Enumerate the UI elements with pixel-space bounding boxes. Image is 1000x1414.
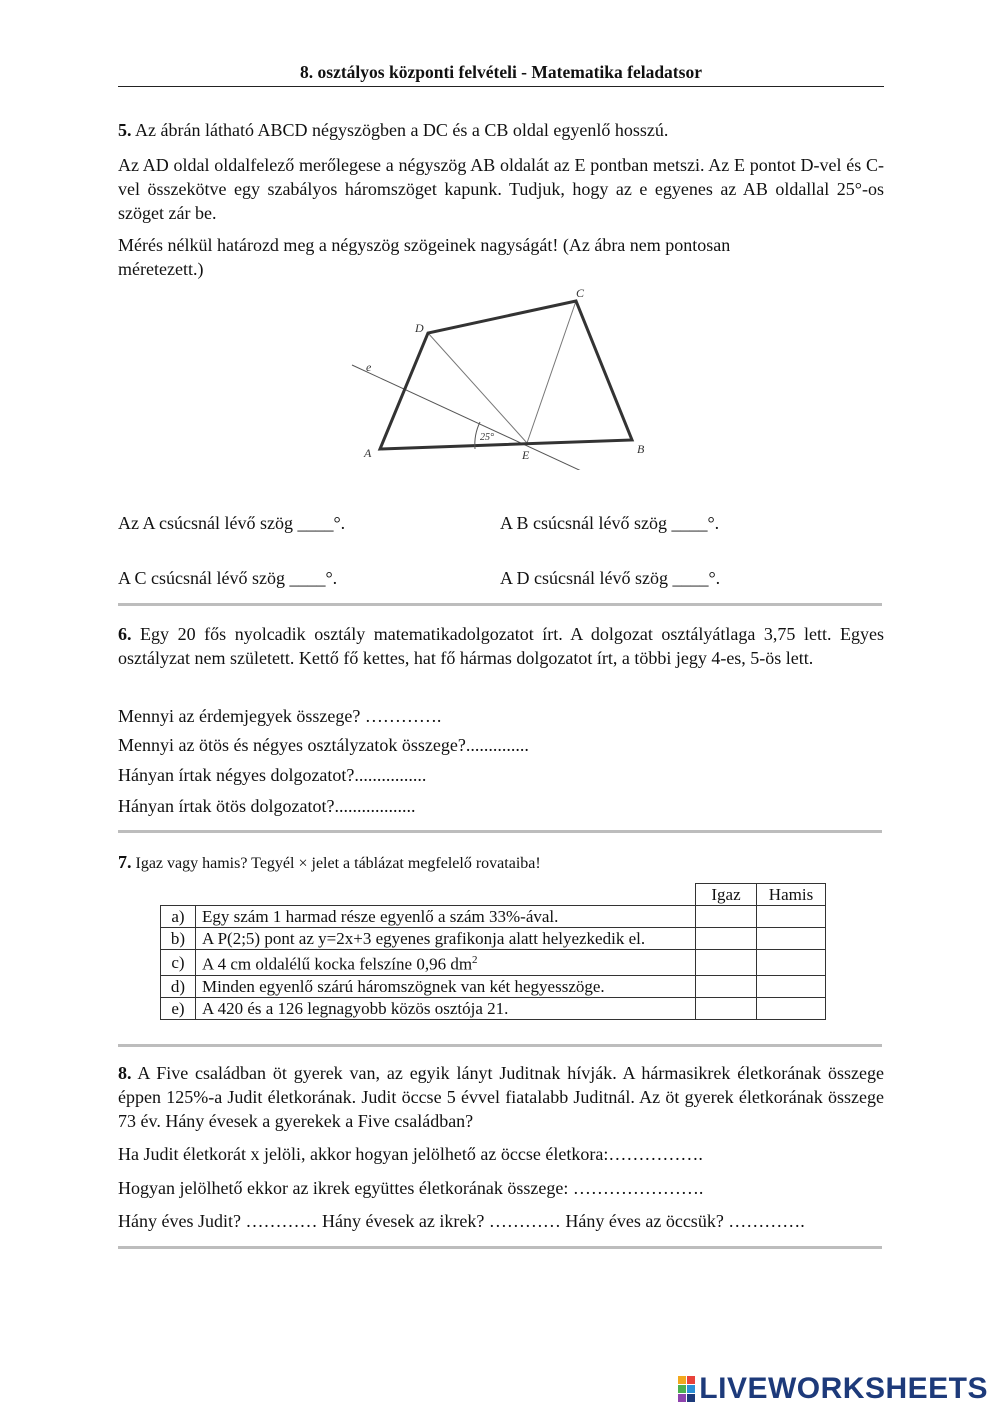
table-header-row bbox=[161, 884, 826, 906]
divider-4 bbox=[118, 1246, 882, 1249]
table-row bbox=[161, 975, 826, 997]
false-checkbox-cell[interactable] bbox=[757, 928, 826, 950]
column-header-true: Igaz bbox=[696, 884, 757, 906]
table-row bbox=[161, 928, 826, 950]
row-label: e) bbox=[161, 997, 196, 1019]
row-statement: Minden egyenlő szárú háromszögnek van két hegyesszöge. bbox=[196, 975, 696, 997]
row-label: d) bbox=[161, 975, 196, 997]
task5-question-B[interactable]: A B csúcsnál lévő szög ____°. bbox=[500, 513, 720, 533]
page-title: 8. osztályos központi felvételi - Matematika feladatsor bbox=[300, 62, 702, 82]
segment-EC bbox=[527, 301, 576, 443]
task6-number: 6. bbox=[118, 624, 132, 644]
task8-intro bbox=[118, 1061, 884, 1133]
label-B: B bbox=[637, 442, 645, 456]
task6-question-2[interactable]: Mennyi az ötös és négyes osztályzatok összege?.............. bbox=[118, 735, 529, 755]
true-checkbox-cell[interactable] bbox=[696, 997, 757, 1019]
table-row bbox=[161, 906, 826, 928]
segment-ED bbox=[428, 333, 527, 443]
task6-question-4[interactable]: Hányan írtak ötös dolgozatot?.................. bbox=[118, 796, 416, 816]
task6-question-3[interactable]: Hányan írtak négyes dolgozatot?................ bbox=[118, 765, 427, 785]
label-angle: 25° bbox=[480, 432, 494, 443]
task5-intro bbox=[118, 118, 884, 142]
superscript: 2 bbox=[472, 954, 478, 966]
table-header-blank bbox=[161, 884, 696, 906]
row-label: a) bbox=[161, 906, 196, 928]
task5-para2: Az AD oldal oldalfelező merőlegese a négyszög AB oldalát az E pontban metszi. Az E pontot D-vel és C-vel összekötve egy szabályos háromszöget kapunk. Tudjuk, hogy az e egyenes az AB oldallal 25°-os szöget zár be. bbox=[118, 155, 884, 223]
row-statement: Egy szám 1 harmad része egyenlő a szám 33%-ával. bbox=[196, 906, 696, 928]
liveworksheets-logo bbox=[678, 1372, 988, 1406]
false-checkbox-cell[interactable] bbox=[757, 975, 826, 997]
task6-intro bbox=[118, 622, 884, 670]
label-A: A bbox=[364, 446, 372, 460]
row-statement bbox=[196, 950, 696, 976]
task7-intro bbox=[118, 850, 884, 876]
false-checkbox-cell[interactable] bbox=[757, 906, 826, 928]
task5-question-C[interactable]: A C csúcsnál lévő szög ____°. bbox=[118, 568, 338, 588]
true-checkbox-cell[interactable] bbox=[696, 928, 757, 950]
task7-number: 7. bbox=[118, 852, 132, 872]
divider-1 bbox=[118, 603, 882, 606]
column-header-false: Hamis bbox=[757, 884, 826, 906]
row-statement-text: A 4 cm oldalélű kocka felszíne 0,96 dm bbox=[202, 954, 473, 974]
task5-question-D[interactable]: A D csúcsnál lévő szög ____°. bbox=[500, 568, 721, 588]
divider-2 bbox=[118, 830, 882, 833]
logo-icon bbox=[678, 1376, 695, 1402]
task8-number: 8. bbox=[118, 1063, 132, 1083]
page-header bbox=[118, 62, 884, 87]
row-label: c) bbox=[161, 950, 196, 976]
label-E: E bbox=[522, 448, 530, 462]
task6-question-1[interactable]: Mennyi az érdemjegyek összege? …………. bbox=[118, 706, 442, 726]
task7-intro-text: Igaz vagy hamis? Tegyél × jelet a táblázat megfelelő rovataiba! bbox=[131, 855, 541, 872]
true-checkbox-cell[interactable] bbox=[696, 950, 757, 976]
label-C: C bbox=[576, 286, 585, 300]
task5-para3: Mérés nélkül határozd meg a négyszög szögeinek nagyságát! (Az ábra nem pontosan méretezett.) bbox=[118, 235, 731, 279]
task5-question-A[interactable]: Az A csúcsnál lévő szög ____°. bbox=[118, 513, 346, 533]
task8-question-1[interactable]: Ha Judit életkorát x jelöli, akkor hogyan jelölhető az öccse életkora:……………. bbox=[118, 1144, 703, 1164]
label-e: e bbox=[366, 360, 372, 374]
brand-text: LIVEWORKSHEETS bbox=[699, 1372, 988, 1405]
row-label: b) bbox=[161, 928, 196, 950]
task5-number: 5. bbox=[118, 120, 132, 140]
true-checkbox-cell[interactable] bbox=[696, 975, 757, 997]
task8-intro-text: A Five családban öt gyerek van, az egyik lányt Juditnak hívják. A hármasikrek életkorának összege éppen 125%-a Judit életkorának. Judit öccse 5 évvel fiatalabb Juditnál. Az öt gyerek életkorának összege 73 év. Hány évesek a gyerekek a Five családban? bbox=[118, 1063, 884, 1131]
task5-intro-text: Az ábrán látható ABCD négyszögben a DC és a CB oldal egyenlő hosszú. bbox=[131, 120, 669, 140]
divider-3 bbox=[118, 1044, 882, 1047]
task6-intro-text: Egy 20 fős nyolcadik osztály matematikadolgozatot írt. A dolgozat osztályátlaga 3,75 lett. Egyes osztályzat nem született. Kettő fő kettes, hat fő hármas dolgozatot írt, a többi jegy 4-es, 5-ös lett. bbox=[118, 624, 884, 668]
true-checkbox-cell[interactable] bbox=[696, 906, 757, 928]
table-row bbox=[161, 950, 826, 976]
false-checkbox-cell[interactable] bbox=[757, 997, 826, 1019]
task8-question-2[interactable]: Hogyan jelölhető ekkor az ikrek együttes életkorának összege: …………………. bbox=[118, 1178, 704, 1198]
table-row bbox=[161, 997, 826, 1019]
task8-question-3[interactable]: Hány éves Judit? ………… Hány évesek az ikrek? ………… Hány éves az öccsük? …………. bbox=[118, 1211, 805, 1231]
row-statement: A 420 és a 126 legnagyobb közös osztója 21. bbox=[196, 997, 696, 1019]
true-false-table bbox=[160, 883, 826, 1020]
quadrilateral-figure bbox=[340, 285, 660, 470]
label-D: D bbox=[415, 321, 424, 335]
false-checkbox-cell[interactable] bbox=[757, 950, 826, 976]
row-statement: A P(2;5) pont az y=2x+3 egyenes grafikonja alatt helyezkedik el. bbox=[196, 928, 696, 950]
